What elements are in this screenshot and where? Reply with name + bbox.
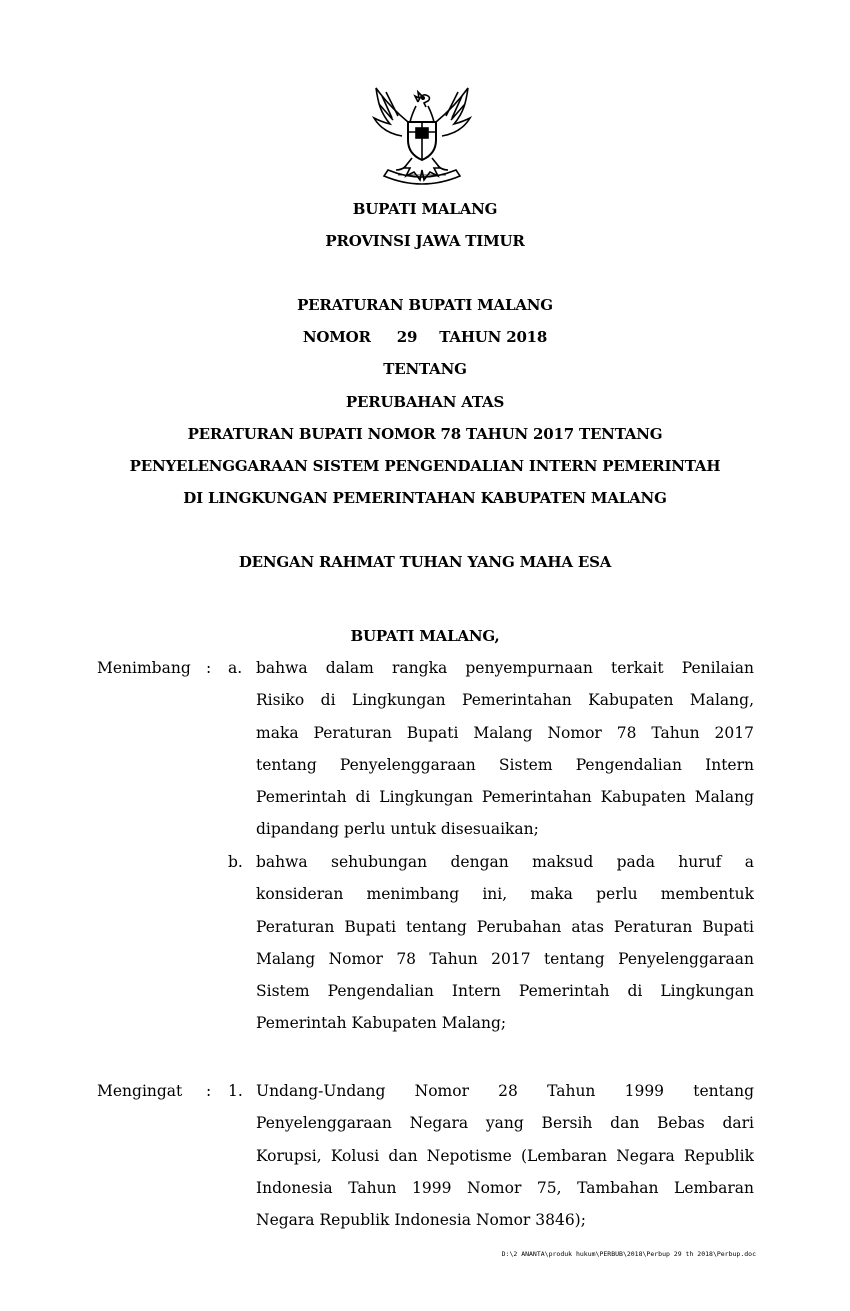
subject-line-1: PERUBAHAN ATAS: [345, 393, 505, 411]
subject-line-2: PERATURAN BUPATI NOMOR 78 TAHUN 2017 TENTANG: [187, 425, 663, 443]
menimbang-a-line-2: Risiko di Lingkungan Pemerintahan Kabupaten Malang,: [256, 691, 754, 709]
item-mark-b: b.: [228, 853, 243, 871]
menimbang-b-line-3: Peraturan Bupati tentang Perubahan atas Peraturan Bupati: [256, 918, 754, 936]
menimbang-b-line-4: Malang Nomor 78 Tahun 2017 tentang Penyelenggaraan: [256, 950, 754, 968]
mengingat-1-line-1: Undang-Undang Nomor 28 Tahun 1999 tentang: [256, 1082, 754, 1100]
mengingat-1-line-5: Negara Republik Indonesia Nomor 3846);: [256, 1211, 586, 1229]
menimbang-a-line-4: tentang Penyelenggaraan Sistem Pengendalian Intern: [256, 756, 754, 774]
menimbang-label: Menimbang: [97, 659, 191, 677]
mengingat-label: Mengingat: [97, 1082, 183, 1100]
menimbang-b-line-5: Sistem Pengendalian Intern Pemerintah di Lingkungan: [256, 982, 754, 1000]
garuda-emblem-icon: [368, 82, 476, 190]
tentang-label: TENTANG: [383, 360, 467, 378]
subject-line-4: DI LINGKUNGAN PEMERINTAHAN KABUPATEN MALANG: [183, 489, 667, 507]
rahmat-line: DENGAN RAHMAT TUHAN YANG MAHA ESA: [238, 553, 612, 571]
regulation-number: [0, 328, 850, 346]
nomor-label: NOMOR: [302, 328, 371, 346]
subject-line-3: PENYELENGGARAAN SISTEM PENGENDALIAN INTERN PEMERINTAH: [129, 457, 721, 475]
menimbang-a-line-6: dipandang perlu untuk disesuaikan;: [256, 820, 539, 838]
menimbang-b-line-1: bahwa sehubungan dengan maksud pada huruf a: [256, 853, 754, 871]
menimbang-a-line-3: maka Peraturan Bupati Malang Nomor 78 Tahun 2017: [256, 724, 754, 742]
mengingat-colon: :: [206, 1082, 212, 1100]
mengingat-1-line-4: Indonesia Tahun 1999 Nomor 75, Tambahan Lembaran: [256, 1179, 754, 1197]
menimbang-a-line-1: bahwa dalam rangka penyempurnaan terkait Penilaian: [256, 659, 754, 677]
menimbang-b-line-2: konsideran menimbang ini, maka perlu membentuk: [256, 885, 754, 903]
province-title: PROVINSI JAWA TIMUR: [325, 232, 525, 250]
item-mark-a: a.: [228, 659, 243, 677]
menimbang-a-line-5: Pemerintah di Lingkungan Pemerintahan Kabupaten Malang: [256, 788, 754, 806]
menimbang-colon: :: [206, 659, 212, 677]
tahun-label: TAHUN 2018: [439, 328, 548, 346]
item-mark-1: 1.: [228, 1082, 243, 1100]
mengingat-1-line-3: Korupsi, Kolusi dan Nepotisme (Lembaran Negara Republik: [256, 1147, 754, 1165]
menimbang-b-line-6: Pemerintah Kabupaten Malang;: [256, 1014, 507, 1032]
regulation-title: PERATURAN BUPATI MALANG: [297, 296, 553, 314]
bupati-heading: BUPATI MALANG,: [350, 627, 500, 645]
mengingat-1-line-2: Penyelenggaraan Negara yang Bersih dan Bebas dari: [256, 1114, 754, 1132]
file-path-footer: D:\2 ANANTA\produk hukum\PERBUB\2018\Perbup 29 th 2018\Perbup.doc: [501, 1250, 756, 1258]
nomor-value: 29: [396, 328, 418, 346]
issuer-title: BUPATI MALANG: [352, 200, 498, 218]
